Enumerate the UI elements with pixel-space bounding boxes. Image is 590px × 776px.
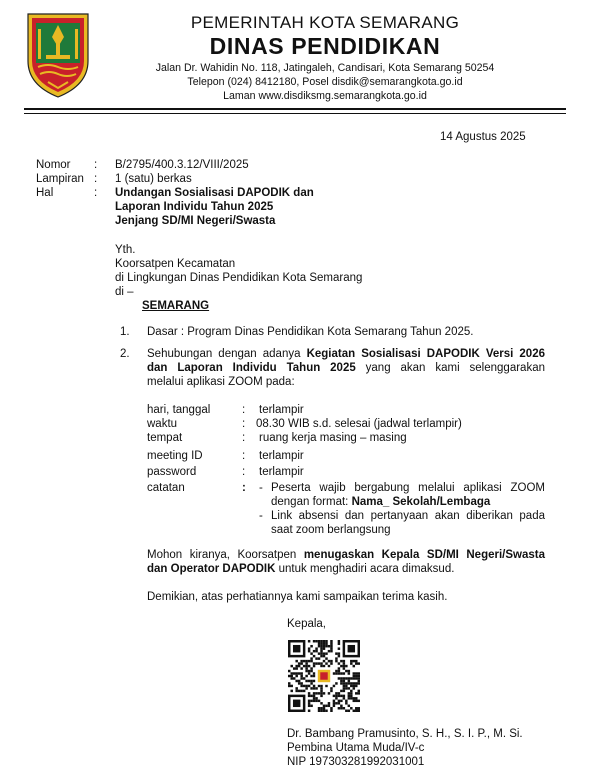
detail-value-password: terlampir — [259, 466, 304, 478]
detail-colon: : — [242, 404, 246, 416]
lampiran-colon: : — [94, 173, 98, 185]
detail-label-date: hari, tanggal — [147, 404, 211, 416]
note-1-line-1: Peserta wajib bergabung melalui aplikasi ZOOM — [271, 482, 545, 494]
note-1-dash: - — [259, 482, 263, 494]
nomor-colon: : — [94, 159, 98, 171]
detail-label-place: tempat — [147, 432, 183, 444]
detail-label-notes: catatan — [147, 482, 185, 494]
government-name: PEMERINTAH KOTA SEMARANG — [190, 13, 460, 32]
item-2-line-1: Sehubungan dengan adanya Kegiatan Sosialisasi DAPODIK Versi 2026 — [147, 348, 545, 360]
detail-colon: : — [242, 432, 246, 444]
detail-colon: : — [242, 466, 246, 478]
item-1-number: 1. — [120, 326, 130, 338]
agency-address: Jalan Dr. Wahidin No. 118, Jatingaleh, Candisari, Kota Semarang 50254 — [155, 62, 495, 74]
detail-label-password: password — [147, 466, 197, 478]
recipient-yth: Yth. — [115, 244, 136, 256]
letter-date: 14 Agustus 2025 — [440, 131, 526, 143]
letterhead-rule-thick — [24, 108, 566, 110]
note-1-line-2: dengan format: Nama_ Sekolah/Lembaga — [271, 496, 491, 508]
semarang-city-emblem — [24, 11, 92, 99]
detail-label-time: waktu — [147, 418, 178, 430]
agency-website: Laman www.disdiksmg.semarangkota.go.id — [223, 90, 427, 102]
hal-colon: : — [94, 187, 98, 199]
lampiran-value: 1 (satu) berkas — [115, 173, 192, 185]
hal-line-3: Jenjang SD/MI Negeri/Swasta — [115, 215, 276, 227]
item-2-number: 2. — [120, 348, 130, 360]
signatory-title: Kepala, — [287, 618, 327, 630]
detail-value-meeting-id: terlampir — [259, 450, 304, 462]
signatory-nip: NIP 197303281992031001 — [287, 756, 425, 768]
hal-line-1: Undangan Sosialisasi DAPODIK dan — [115, 187, 314, 199]
signatory-name: Dr. Bambang Pramusinto, S. H., S. I. P., M. Si. — [287, 728, 523, 740]
qr-code-signature — [288, 640, 360, 712]
recipient-di: di – — [115, 286, 134, 298]
closing-line-1: Mohon kiranya, Koorsatpen menugaskan Kepala SD/MI Negeri/Swasta — [147, 549, 545, 561]
hal-line-2: Laporan Individu Tahun 2025 — [115, 201, 274, 213]
note-2-line-2: saat zoom berlangsung — [271, 524, 391, 536]
closing-line-2: dan Operator DAPODIK untuk menghadiri acara dimaksud. — [147, 563, 455, 575]
agency-name: DINAS PENDIDIKAN — [209, 33, 441, 59]
recipient-line-2: di Lingkungan Dinas Pendidikan Kota Semarang — [115, 272, 363, 284]
detail-label-meeting-id: meeting ID — [147, 450, 203, 462]
hal-label: Hal — [36, 187, 54, 199]
recipient-line-1: Koorsatpen Kecamatan — [115, 258, 236, 270]
item-2-line-3: melalui aplikasi ZOOM pada: — [147, 376, 295, 388]
detail-colon: : — [242, 482, 246, 494]
signatory-rank: Pembina Utama Muda/IV-c — [287, 742, 425, 754]
closing-thanks: Demikian, atas perhatiannya kami sampaikan terima kasih. — [147, 591, 448, 603]
detail-value-place: ruang kerja masing – masing — [259, 432, 407, 444]
detail-value-date: terlampir — [259, 404, 304, 416]
letterhead-rule-thin — [24, 113, 566, 114]
nomor-value: B/2795/400.3.12/VIII/2025 — [115, 159, 249, 171]
note-2-dash: - — [259, 510, 263, 522]
agency-contact: Telepon (024) 8412180, Posel disdik@semarangkota.go.id — [187, 76, 463, 88]
detail-colon: : — [242, 418, 246, 430]
item-2-line-2: dan Laporan Individu Tahun 2025 yang akan kami selenggarakan — [147, 362, 545, 374]
recipient-city: SEMARANG — [142, 300, 210, 312]
detail-value-time: 08.30 WIB s.d. selesai (jadwal terlampir) — [256, 418, 462, 430]
lampiran-label: Lampiran — [36, 173, 84, 185]
detail-colon: : — [242, 450, 246, 462]
note-2-line-1: Link absensi dan pertanyaan akan diberikan pada — [271, 510, 545, 522]
item-1-text: Dasar : Program Dinas Pendidikan Kota Semarang Tahun 2025. — [147, 326, 474, 338]
nomor-label: Nomor — [36, 159, 71, 171]
